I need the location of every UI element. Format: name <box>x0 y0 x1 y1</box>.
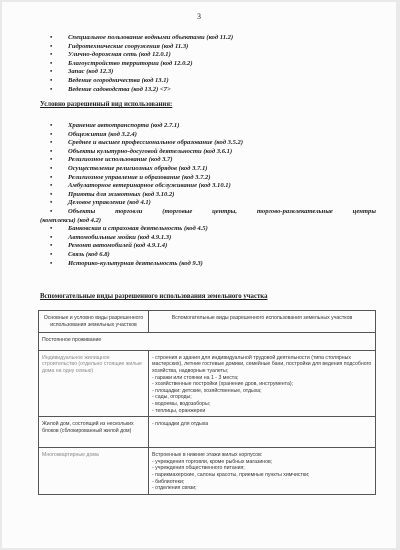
bullet-icon: • <box>50 164 53 172</box>
table-header: Вспомогательные виды разрешенного использования земельных участков <box>149 311 376 333</box>
list-item: • Среднее и высшее профессиональное образование (код 3.5.2) <box>50 139 244 147</box>
list-item: • Общежития (код 3.2.4) <box>50 130 137 138</box>
bullet-icon: • <box>50 242 53 250</box>
list-item: • Религиозное управление и образование (код 3.7.2) <box>50 173 211 181</box>
bullet-icon: • <box>50 182 53 190</box>
permitted-uses-list <box>40 34 376 94</box>
document-page <box>2 2 396 548</box>
list-item: • Связь (код 6.8) <box>50 250 110 258</box>
bullet-icon: • <box>50 34 53 41</box>
table-cell-main: Индивидуальное жилищное строительство (отдельно стоящие жилые дома на одну семью) <box>39 350 149 416</box>
auxiliary-uses-table <box>38 310 376 495</box>
table-cell-aux: Встроенные в нижние этажи жилых корпусов: - учреждения торговли, кроме рыбных магазинов; - учреждения общественного питания; - парикмахерские, салоны красоты, приемные пункты химчистки; - библиотеки; - отделения связи; <box>149 448 376 495</box>
bullet-icon: • <box>50 51 53 59</box>
list-item-wrapped: • Объекты торговли (торговые центры, торгово-развлекательные центры (комплексы) (код 4.2) <box>40 207 376 224</box>
list-item: • Историко-культурная деятельность (код 9.3) <box>50 259 203 267</box>
table-header: Основные и условно виды разрешенного использования земельных участков <box>39 311 149 333</box>
conditional-uses-heading: Условно разрешенный вид использования: <box>40 101 173 108</box>
list-item: • Ремонт автомобилей (код 4.9.1.4) <box>50 242 168 250</box>
list-item: • Объекты культурно-досуговой деятельности (код 3.6.1) <box>50 147 233 155</box>
list-item: • Ведение огородничества (код 13.1) <box>50 76 169 84</box>
table-header-row <box>39 311 376 333</box>
bullet-icon: • <box>50 68 53 76</box>
list-item: • Деловое управление (код 4.1) <box>50 199 151 207</box>
table-cell-main: Жилой дом, состоящий из нескольких блоков (сблокированный жилой дом) <box>39 417 149 448</box>
bullet-icon: • <box>50 139 53 147</box>
page-number: 3 <box>197 12 201 21</box>
table-cell-aux: - площадки для отдыха <box>149 417 376 448</box>
list-item: • Автомобильные мойки (код 4.9.1.3) <box>50 233 172 241</box>
bullet-icon: • <box>50 130 53 138</box>
list-item: • Благоустройство территории (код 12.0.2) <box>50 59 193 67</box>
list-item: • Приюты для животных (код 3.10.2) <box>50 190 175 198</box>
list-item: • Хранение автотранспорта (код 2.7.1) <box>50 122 180 129</box>
table-cell-aux: - строения и здания для индивидуальной трудовой деятельности (типа столярных мастерских), летние гостевые домики, семейные бани, постройки для ведения подсобного хозяйства, надворные туалеты; - гаражи или стоянки на 1 - 3 места; - хозяйственные постройки (хранение дров, инструмента); - площадки: детские, хозяйственные, отдыха; - сады, огороды; - водоемы, водозаборы; - теплицы, оранжереи <box>149 350 376 416</box>
list-item: • Специальное пользование водными объектами (код 11.2) <box>50 34 234 41</box>
bullet-icon: • <box>50 250 53 258</box>
table-cell-main: Многоквартирные дома <box>39 448 149 495</box>
list-item: • Ведение садоводства (код 13.2) <7> <box>50 85 171 93</box>
bullet-icon: • <box>50 42 53 50</box>
bullet-icon: • <box>50 173 53 181</box>
bullet-icon: • <box>50 122 53 129</box>
table-section-row <box>39 333 376 351</box>
bullet-icon: • <box>50 76 53 84</box>
bullet-icon: • <box>50 199 53 207</box>
auxiliary-uses-heading: Вспомогательные виды разрешенного использования земельного участка <box>40 293 268 300</box>
bullet-icon: • <box>50 190 53 198</box>
list-item: • Амбулаторное ветеринарное обслуживание (код 3.10.1) <box>50 182 231 190</box>
bullet-icon: • <box>50 259 53 267</box>
table-section-label: Постоянное проживание <box>39 333 376 351</box>
bullet-icon: • <box>50 225 53 233</box>
bullet-icon: • <box>50 85 53 93</box>
list-item: • Улично-дорожная сеть (код 12.0.1) <box>50 51 171 59</box>
table-row <box>39 448 376 495</box>
table-row <box>39 417 376 448</box>
bullet-icon: • <box>50 59 53 67</box>
conditional-uses-list <box>40 122 376 268</box>
list-item: • Религиозное использование (код 3.7) <box>50 156 173 164</box>
list-item: • Банковская и страховая деятельность (код 4.5) <box>50 225 208 233</box>
table-row <box>39 350 376 416</box>
bullet-icon: • <box>50 207 53 215</box>
list-item: • Гидротехнические сооружения (код 11.3) <box>50 42 189 50</box>
list-item: • Осуществление религиозных обрядов (код 3.7.1) <box>50 164 208 172</box>
bullet-icon: • <box>50 147 53 155</box>
bullet-icon: • <box>50 156 53 164</box>
bullet-icon: • <box>50 233 53 241</box>
list-item: • Запас (код 12.3) <box>50 68 114 76</box>
